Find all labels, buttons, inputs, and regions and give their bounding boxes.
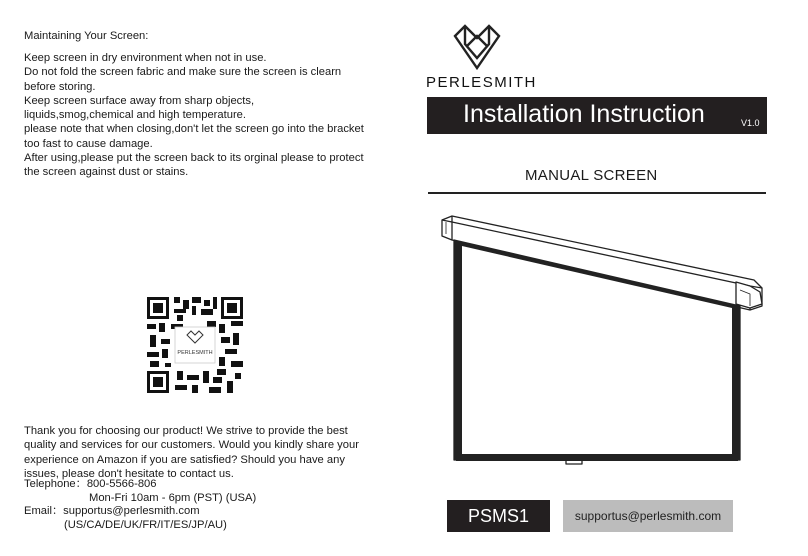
maintenance-text (24, 51, 364, 180)
support-email-link[interactable]: supportus@perlesmith.com (574, 509, 722, 523)
maintenance-line: After using,please put the screen back to its orginal please to protect (24, 152, 364, 165)
thanks-line: issues, please don't hesitate to contact us. (24, 467, 234, 480)
maintenance-line: too fast to cause damage. (24, 137, 153, 150)
support-hours: Mon-Fri 10am - 6pm (PST) (USA) (89, 492, 257, 504)
divider (428, 192, 766, 194)
telephone-label: Telephone： (24, 478, 87, 490)
maintenance-line: Keep screen in dry environment when not in use. (24, 52, 267, 64)
qr-code[interactable] (147, 297, 243, 393)
email-regions: (US/CA/DE/UK/FR/IT/ES/JP/AU) (64, 519, 227, 531)
qr-center-label: PERLESMITH (177, 350, 213, 356)
maintenance-line: before storing. (24, 80, 96, 93)
thanks-line: experience on Amazon if you are satisfied? Should you have any (24, 453, 345, 466)
telephone-row (24, 477, 157, 491)
maintenance-line: Do not fold the screen fabric and make sure the screen is clearn (24, 66, 342, 79)
thanks-line: Thank you for choosing our product! We strive to provide the best (24, 425, 348, 437)
thanks-line: quality and services for our customers. Would you kindly share your (24, 439, 359, 452)
maintenance-line: liquids,smog,chemical and high temperature. (24, 109, 247, 122)
model-number: PSMS1 (467, 506, 530, 526)
email-row (24, 504, 200, 518)
brand-name: PERLESMITH (426, 74, 537, 91)
pm-diamond-logo-icon (449, 22, 505, 74)
product-type: MANUAL SCREEN (525, 167, 658, 184)
maintenance-line: the screen against dust or stains. (24, 166, 189, 179)
email-link[interactable]: supportus@perlesmith.com (63, 505, 200, 517)
thanks-text (24, 424, 359, 481)
maintenance-line: Keep screen surface away from sharp objects, (24, 94, 255, 107)
maintenance-heading: Maintaining Your Screen: (24, 30, 149, 42)
email-label: Email： (24, 505, 64, 517)
maintenance-line: please note that when closing,don't let the screen go into the bracket (24, 123, 364, 136)
page-title: Installation Instruction (463, 100, 705, 128)
telephone-number[interactable]: 800-5566-806 (86, 478, 157, 490)
projector-screen-illustration (432, 210, 772, 472)
version-label: V1.0 (741, 118, 760, 128)
